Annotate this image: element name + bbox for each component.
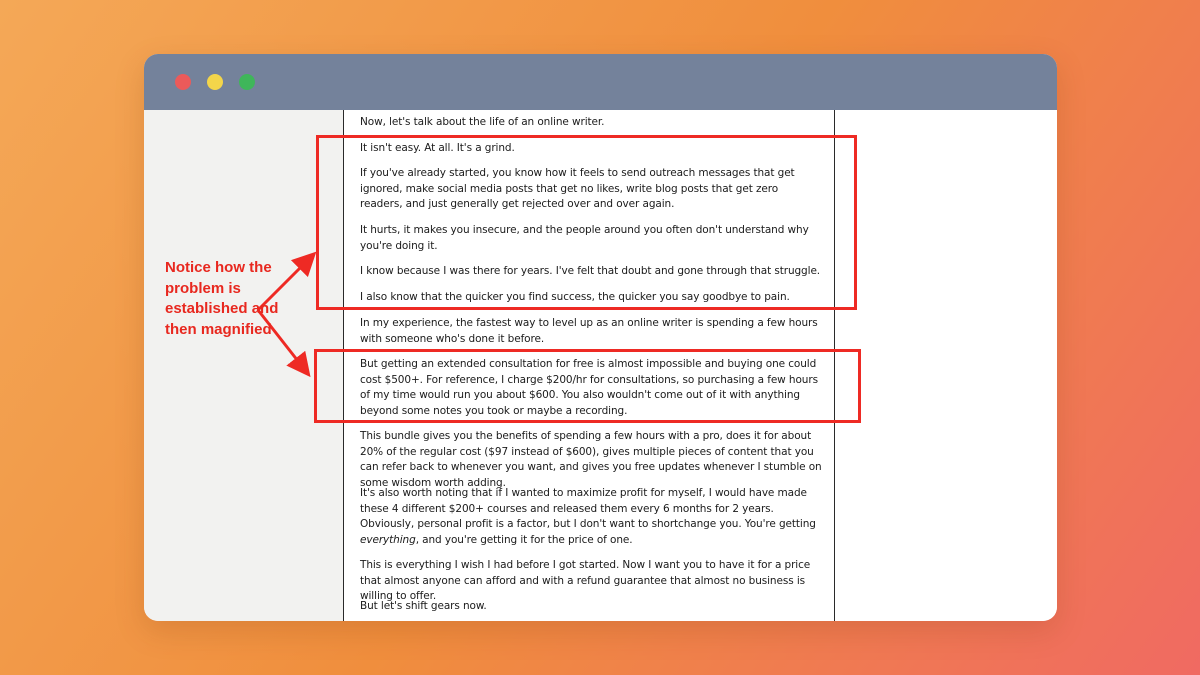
paragraph-shift-gears: But let's shift gears now. — [360, 600, 487, 612]
paragraph-profit — [360, 486, 822, 548]
window-titlebar — [144, 54, 1057, 110]
right-margin — [835, 110, 1057, 621]
paragraph-struggle: I know because I was there for years. I've felt that doubt and gone through that struggle. — [360, 265, 821, 277]
paragraph-consultation-cost: But getting an extended consultation for free is almost impossible and buying one could cost $500+. For reference, I charge $200/hr for consultations, so purchasing a few hours of my time would run you about $600. You also wouldn't come out of it with anything beyond some notes you took or maybe a recording. — [360, 358, 818, 417]
paragraph-bundle-benefits: This bundle gives you the benefits of spending a few hours with a pro, does it for about 20% of the regular cost ($97 instead of $600), gives multiple pieces of content that you can refer back to whenever you want, and gives you free updates whenever I stumble on some wisdom worth adding. — [360, 430, 822, 489]
paragraph-profit-end: , and you're getting it for the price of one. — [415, 533, 633, 546]
paragraph-pain: I also know that the quicker you find success, the quicker you say goodbye to pain. — [360, 291, 790, 303]
paragraph-insecure: It hurts, it makes you insecure, and the people around you often don't understand why you're doing it. — [360, 224, 809, 252]
paragraph-refund: This is everything I wish I had before I got started. Now I want you to have it for a price that almost anyone can afford and with a refund guarantee that almost no business is willing to offer. — [360, 559, 811, 603]
paragraph-profit-start: It's also worth noting that if I wanted to maximize profit for myself, I would have made these 4 different $200+ courses and released them every 6 months for 2 years. Obviously, personal profit is a factor, but I don't want to shortchange you. You're getting — [360, 487, 816, 531]
highlight-box-problem — [316, 135, 857, 310]
minimize-window-button[interactable] — [207, 74, 223, 90]
paragraph-profit-emphasis: everything — [360, 533, 416, 546]
highlight-box-magnified — [314, 349, 861, 423]
paragraph-grind: It isn't easy. At all. It's a grind. — [360, 142, 515, 154]
annotation-callout: Notice how the problem is established and then magnified — [165, 259, 279, 338]
close-window-button[interactable] — [175, 74, 191, 90]
paragraph-rejection: If you've already started, you know how it feels to send outreach messages that get ignored, make social media posts that get no likes, write blog posts that get zero readers, and just generally get rejected over and over again. — [360, 167, 795, 211]
paragraph-level-up: In my experience, the fastest way to level up as an online writer is spending a few hours with someone who's done it before. — [360, 317, 818, 345]
paragraph-intro: Now, let's talk about the life of an online writer. — [360, 116, 605, 128]
maximize-window-button[interactable] — [239, 74, 255, 90]
